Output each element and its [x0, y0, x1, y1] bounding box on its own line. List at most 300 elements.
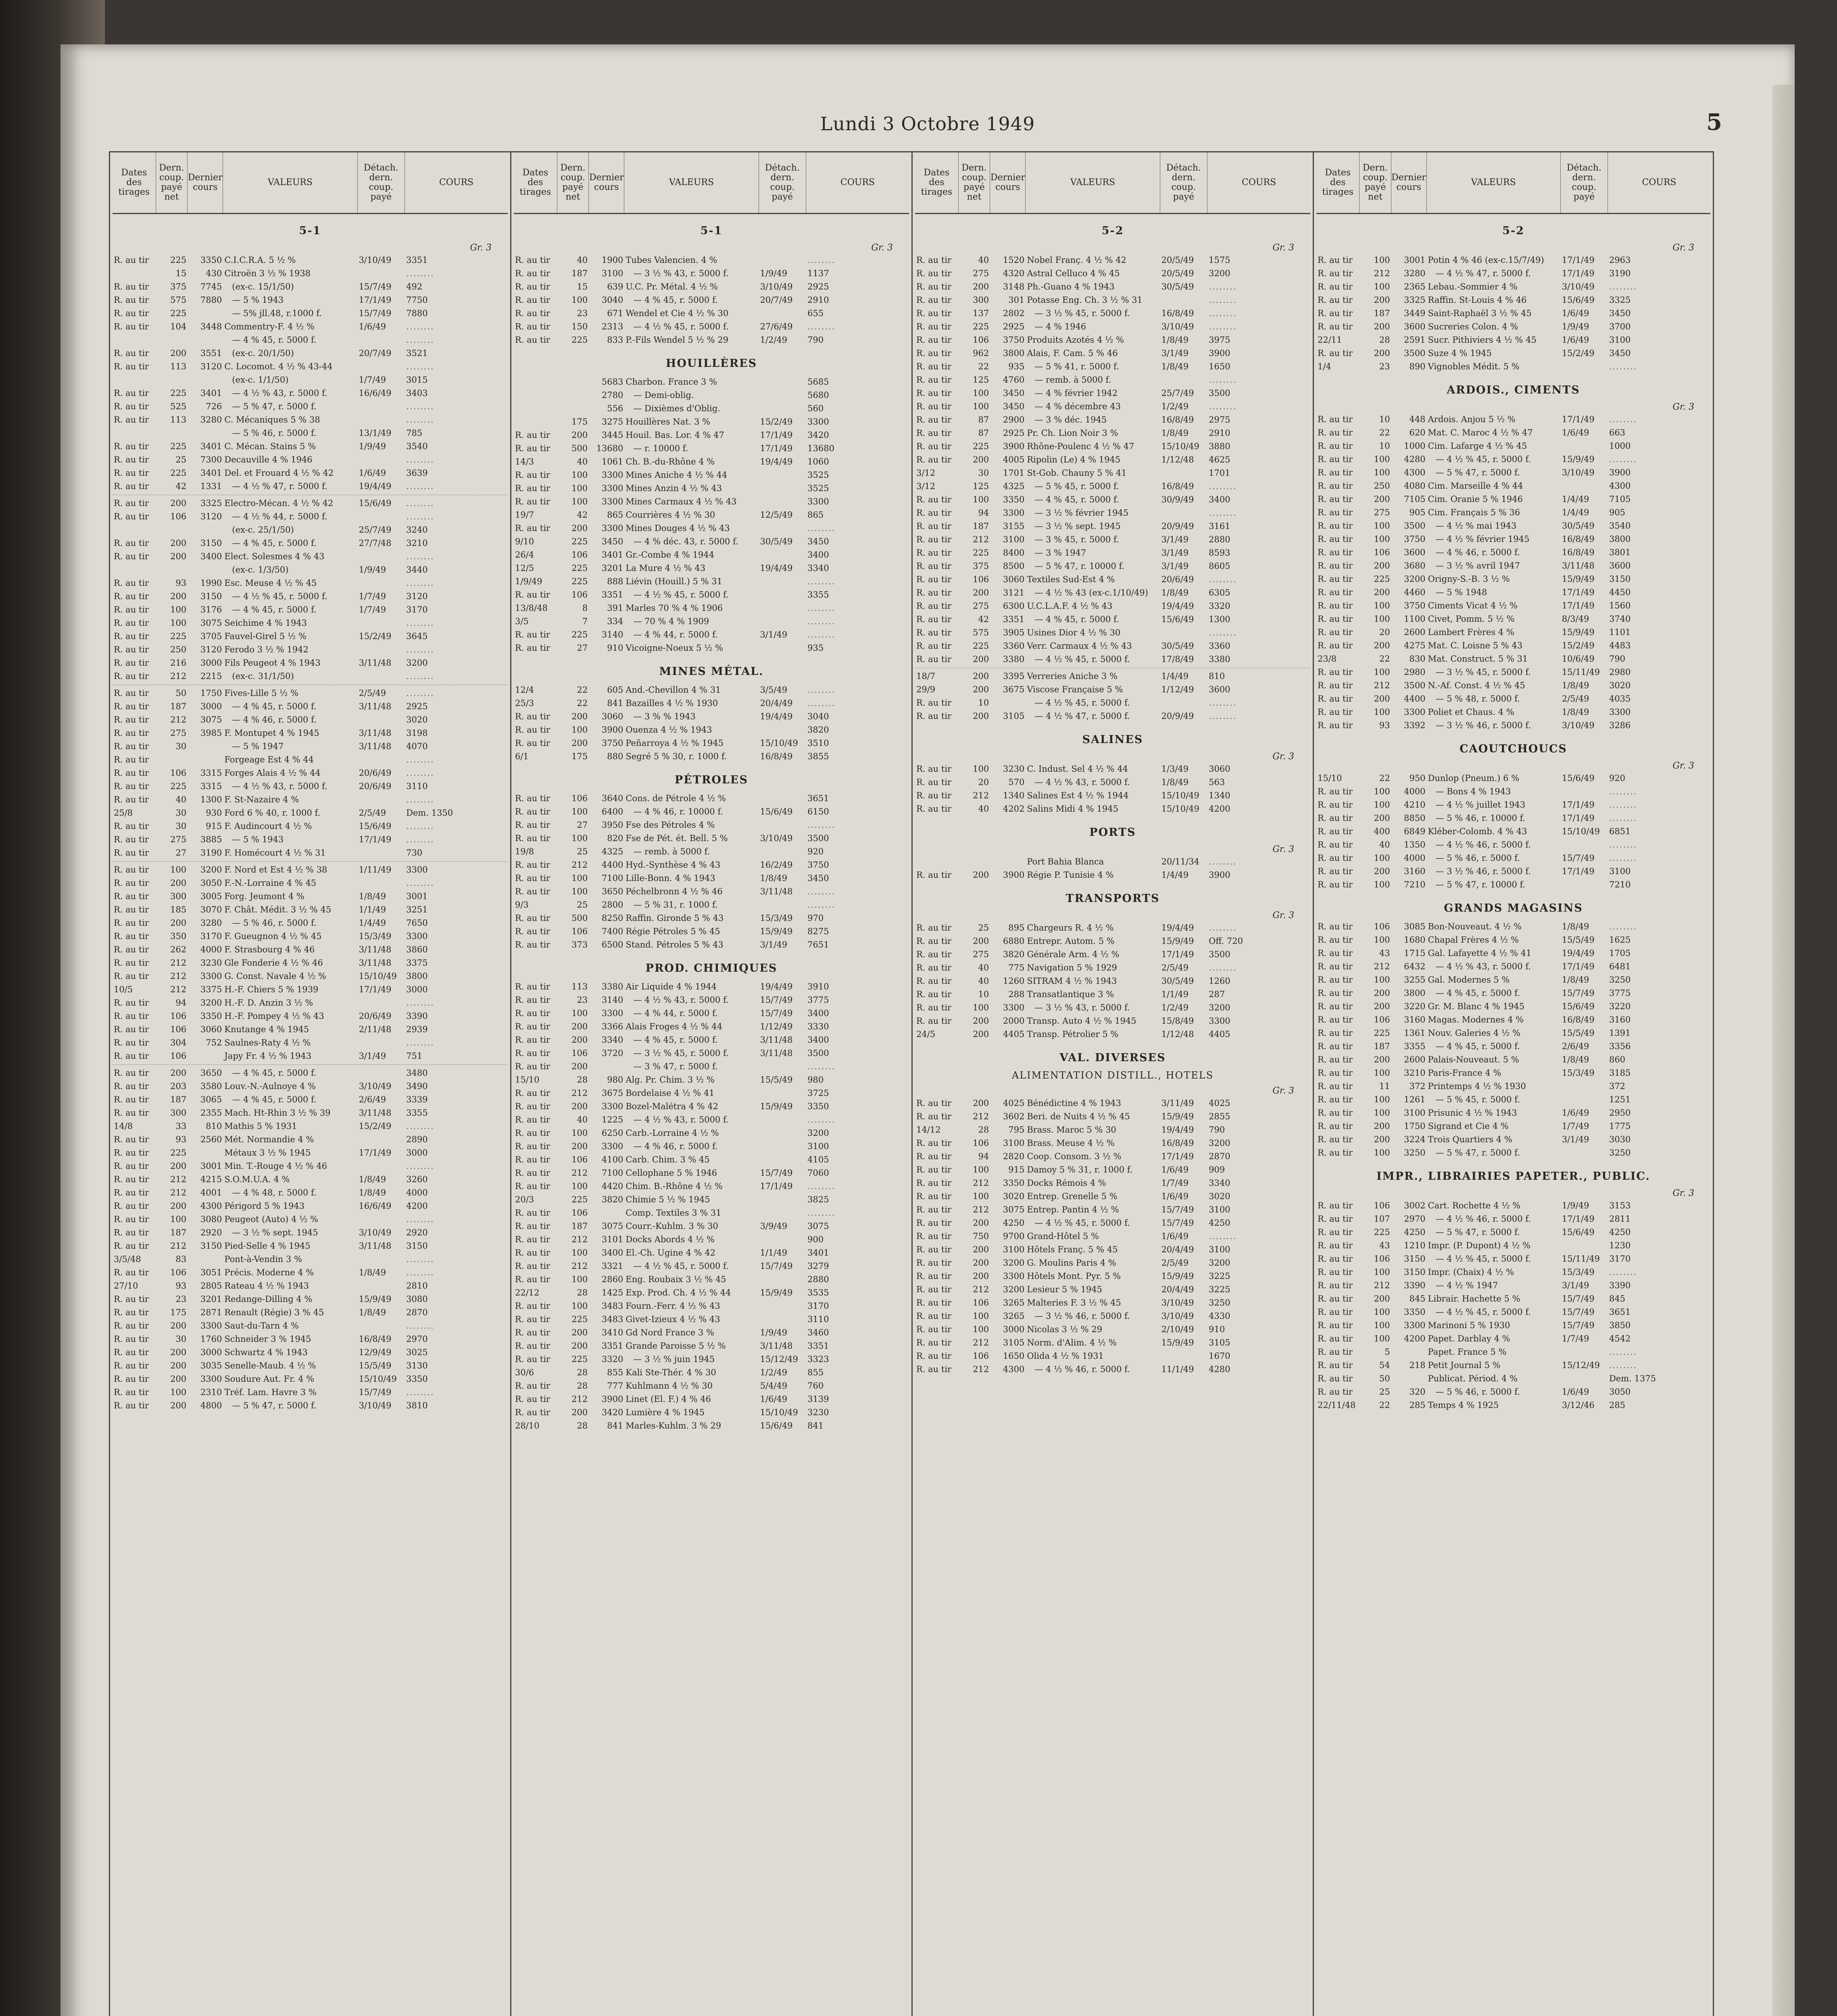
draw-date: 3/5/48 — [114, 1254, 141, 1264]
price: ........ — [807, 900, 836, 910]
last-coupon: 22 — [1379, 773, 1390, 783]
table-row — [915, 347, 1310, 360]
security-name: Verreries Aniche 3 % — [1027, 671, 1118, 681]
last-price: 2871 — [200, 1308, 222, 1317]
security-name: S.O.M.U.A. 4 % — [224, 1175, 290, 1184]
last-price: 3000 — [200, 658, 222, 668]
coupon-date — [358, 1319, 405, 1333]
draw-date: R. au tir — [1318, 641, 1353, 650]
draw-date: R. au tir — [114, 671, 149, 681]
table-row — [514, 508, 909, 522]
table-row — [514, 858, 909, 872]
coupon-date: 16/8/49 — [1161, 308, 1194, 318]
price: 3339 — [406, 1095, 428, 1104]
coupon-date — [759, 615, 807, 628]
price: 3525 — [807, 483, 829, 493]
price: 3460 — [807, 1328, 829, 1337]
price: ........ — [807, 603, 836, 613]
last-price: 3060 — [601, 712, 623, 721]
table-row — [514, 925, 909, 938]
draw-date — [915, 855, 959, 868]
last-coupon: 200 — [1374, 587, 1390, 597]
table-row — [514, 1166, 909, 1180]
price: 4000 — [406, 1188, 428, 1198]
table-row — [514, 602, 909, 615]
security-name: Entrep. Pantin 4 ½ % — [1027, 1205, 1119, 1214]
last-coupon: 212 — [571, 1261, 588, 1271]
price: 909 — [1209, 1165, 1225, 1175]
price: ........ — [406, 481, 434, 491]
table-row — [514, 845, 909, 858]
last-price: 3120 — [200, 512, 222, 521]
security-name: Papet. Darblay 4 % — [1428, 1334, 1510, 1343]
table-row — [915, 935, 1310, 948]
table-row — [514, 980, 909, 993]
table-row — [915, 670, 1310, 683]
price: ........ — [406, 821, 434, 831]
coupon-date: 3/1/49 — [1161, 548, 1189, 558]
last-price: 8400 — [1003, 548, 1025, 558]
table-row — [1316, 347, 1710, 360]
table-row — [1316, 1093, 1710, 1106]
table-row — [514, 280, 909, 294]
last-price: 3275 — [601, 417, 623, 427]
table-row — [514, 615, 909, 628]
last-price: 620 — [1409, 428, 1426, 437]
draw-date: R. au tir — [114, 945, 149, 954]
security-name: Mathis 5 % 1931 — [224, 1121, 297, 1131]
last-coupon: 25 — [577, 900, 588, 910]
draw-date: 25/3 — [515, 698, 534, 708]
last-price: 3640 — [601, 793, 623, 803]
draw-date: R. au tir — [515, 282, 550, 292]
coupon-date — [759, 1140, 807, 1153]
draw-date: R. au tir — [114, 455, 149, 464]
table-row — [113, 1386, 508, 1399]
last-coupon: 100 — [973, 1003, 989, 1012]
security-name: Métaux 3 ½ % 1945 — [224, 1148, 311, 1158]
draw-date — [113, 563, 156, 577]
security-name: Fives-Lille 5 ½ % — [224, 688, 299, 698]
coupon-date: 1/8/49 — [359, 891, 386, 901]
draw-date: R. au tir — [1318, 548, 1353, 557]
coupon-date: 20/5/49 — [1161, 269, 1194, 278]
coupon-date: 1/8/49 — [359, 1175, 386, 1184]
last-price: 1100 — [1404, 614, 1426, 624]
draw-date: R. au tir — [114, 715, 149, 725]
coupon-date: 17/1/49 — [359, 985, 392, 994]
last-coupon: 212 — [1374, 962, 1390, 971]
last-price: 3800 — [1404, 988, 1426, 998]
coupon-date — [358, 400, 405, 413]
table-row — [915, 1014, 1310, 1028]
draw-date: R. au tir — [916, 1298, 952, 1308]
draw-date: 12/4 — [515, 685, 534, 695]
price: 3325 — [1609, 295, 1631, 305]
table-row — [915, 1203, 1310, 1216]
draw-date: R. au tir — [114, 741, 149, 751]
coupon-date: 16/8/49 — [1161, 1138, 1194, 1148]
last-coupon: 27 — [577, 643, 588, 653]
draw-date: R. au tir — [916, 575, 952, 584]
draw-date: R. au tir — [916, 255, 952, 265]
last-price: 5683 — [601, 377, 623, 387]
section-divider — [113, 1064, 508, 1065]
draw-date: R. au tir — [916, 1098, 952, 1108]
last-price: 4400 — [601, 860, 623, 870]
draw-date: R. au tir — [1318, 627, 1353, 637]
price: 3020 — [406, 715, 428, 725]
group-label: Gr. 3 — [1672, 761, 1694, 771]
coupon-date: 1/1/49 — [359, 905, 386, 914]
table-row — [1316, 559, 1710, 573]
table-row — [915, 546, 1310, 560]
security-name: Raffin. Gironde 5 % 43 — [626, 913, 724, 923]
section-heading: IMPR., LIBRAIRIES PAPETER., PUBLIC. — [1376, 1170, 1650, 1183]
table-row — [113, 1066, 508, 1080]
last-price: 3300 — [601, 497, 623, 506]
last-price: 3375 — [200, 985, 222, 994]
column-header-coupon-date: Détach. dern. coup. payé — [1160, 152, 1208, 213]
security-name: Ph.-Guano 4 % 1943 — [1027, 282, 1115, 292]
coupon-date: 17/1/49 — [1562, 414, 1595, 424]
coupon-date: 1/2/49 — [760, 335, 788, 345]
last-coupon: 106 — [571, 1155, 588, 1164]
security-name: Salins Midi 4 % 1945 — [1027, 804, 1118, 814]
security-name: Librair. Hachette 5 % — [1428, 1294, 1520, 1304]
last-coupon: 106 — [571, 1048, 588, 1058]
coupon-date: 15/3/49 — [1562, 1068, 1595, 1078]
security-name: Norm. d'Alim. 4 ½ % — [1027, 1338, 1117, 1347]
price: 3105 — [1209, 1338, 1230, 1347]
security-name: — r. 10000 f. — [633, 444, 688, 453]
draw-date: R. au tir — [515, 1394, 550, 1404]
draw-date: R. au tir — [916, 322, 952, 331]
last-price: 820 — [607, 833, 623, 843]
price: 1060 — [807, 457, 829, 467]
coupon-date: 15/11/49 — [1562, 1254, 1600, 1264]
security-name: — 5 % 48, r. 5000 f. — [1435, 694, 1520, 704]
draw-date — [113, 267, 156, 280]
table-row — [113, 1093, 508, 1106]
table-row — [1316, 878, 1710, 891]
last-coupon: 106 — [170, 1268, 187, 1277]
last-price: 3280 — [200, 415, 222, 425]
last-price: 3360 — [1003, 641, 1025, 651]
last-coupon: 106 — [571, 550, 588, 560]
table-row — [915, 560, 1310, 573]
coupon-date: 3/11/48 — [359, 945, 392, 954]
last-price: 2600 — [1404, 1055, 1426, 1064]
table-column-4 — [1313, 152, 1714, 2016]
security-name: — 5 % 31, r. 1000 f. — [633, 900, 718, 910]
price: 3120 — [406, 591, 428, 601]
coupon-date: 3/10/49 — [1562, 721, 1595, 730]
coupon-date — [358, 333, 405, 347]
security-name: F. Montupet 4 % 1945 — [224, 728, 319, 738]
last-price: 3300 — [1404, 1320, 1426, 1330]
draw-date: R. au tir — [114, 618, 149, 628]
coupon-date: 15/6/49 — [1562, 1002, 1595, 1011]
last-coupon: 212 — [170, 1188, 187, 1198]
coupon-date: 1/8/49 — [1161, 335, 1189, 345]
price: ........ — [1209, 1231, 1237, 1241]
price: 3185 — [1609, 1068, 1631, 1078]
price: 8275 — [807, 927, 829, 936]
draw-date: R. au tir — [1318, 866, 1353, 876]
draw-date: R. au tir — [916, 561, 952, 571]
last-coupon: 575 — [973, 628, 989, 637]
security-name: Fourn.-Ferr. 4 ½ % 43 — [626, 1301, 720, 1311]
security-name: — 5 % 47, r. 10000 f. — [1435, 880, 1526, 889]
price: 3440 — [406, 565, 428, 575]
security-name: Publicat. Périod. 4 % — [1428, 1374, 1518, 1383]
table-row — [113, 440, 508, 453]
coupon-date: 3/11/48 — [359, 1108, 392, 1118]
table-row — [113, 833, 508, 846]
table-row — [514, 792, 909, 805]
coupon-date: 20/4/49 — [1161, 1285, 1194, 1294]
security-name: Papet. France 5 % — [1428, 1347, 1507, 1357]
last-price: 3500 — [1404, 681, 1426, 690]
last-coupon: 212 — [973, 1364, 989, 1374]
last-coupon: 42 — [978, 614, 989, 624]
draw-date: R. au tir — [916, 963, 952, 973]
coupon-date: 15/7/49 — [1562, 988, 1595, 998]
last-coupon: 200 — [1374, 1121, 1390, 1131]
draw-date: R. au tir — [1318, 494, 1353, 504]
coupon-date: 15/2/49 — [1562, 641, 1595, 650]
draw-date: 13/8/48 — [515, 603, 548, 613]
coupon-date — [759, 402, 807, 415]
security-name: Sigrand et Cie 4 % — [1428, 1121, 1509, 1131]
last-coupon: 200 — [973, 671, 989, 681]
last-coupon: 200 — [170, 552, 187, 561]
table-row — [915, 789, 1310, 802]
coupon-date — [1160, 373, 1208, 387]
price: ........ — [1609, 454, 1637, 464]
last-price: 2310 — [200, 1387, 222, 1397]
security-name: Textiles Sud-Est 4 % — [1027, 575, 1115, 584]
draw-date: R. au tir — [515, 807, 550, 816]
table-row — [514, 1419, 909, 1433]
table-row — [514, 1206, 909, 1220]
last-coupon: 200 — [973, 685, 989, 694]
security-name: Sucreries Colon. 4 % — [1428, 322, 1518, 331]
last-price: 3150 — [1404, 1267, 1426, 1277]
security-name: Saut-du-Tarn 4 % — [224, 1321, 299, 1331]
coupon-date: 1/8/49 — [359, 1308, 386, 1317]
coupon-date: 3/10/49 — [1161, 1298, 1194, 1308]
table-row — [1316, 493, 1710, 506]
table-row — [113, 630, 508, 643]
last-coupon: 40 — [577, 255, 588, 265]
last-price: 3500 — [1404, 521, 1426, 531]
table-row — [1316, 1399, 1710, 1412]
last-coupon: 212 — [973, 1178, 989, 1188]
last-coupon: 100 — [973, 1325, 989, 1334]
table-row — [1316, 1292, 1710, 1306]
price: ........ — [1609, 853, 1637, 863]
table-row — [1316, 865, 1710, 878]
security-name: Givet-Izieux 4 ½ % 43 — [626, 1314, 720, 1324]
security-name: — 3 ½ % sept. 1945 — [232, 1228, 318, 1237]
price: 865 — [807, 510, 824, 520]
coupon-date — [759, 602, 807, 615]
draw-date: R. au tir — [1318, 1028, 1353, 1038]
table-column-2 — [510, 152, 911, 2016]
table-row — [915, 988, 1310, 1001]
last-coupon: 375 — [170, 282, 187, 292]
price: 3220 — [1609, 1002, 1631, 1011]
last-coupon: 275 — [170, 728, 187, 738]
security-name: Malteries F. 3 ½ % 45 — [1027, 1298, 1121, 1308]
table-row — [915, 1363, 1310, 1376]
security-name: — 5 % 47, r. 5000 f. — [1435, 1227, 1520, 1237]
coupon-date: 1/8/49 — [1161, 588, 1189, 598]
price: 3100 — [1609, 866, 1631, 876]
last-price: 3080 — [200, 1214, 222, 1224]
price: ........ — [1209, 575, 1237, 584]
draw-date: R. au tir — [114, 1148, 149, 1158]
price: ........ — [406, 1038, 434, 1048]
security-name: Gd Nord France 3 % — [626, 1328, 714, 1337]
last-price: 3140 — [601, 630, 623, 639]
security-name: Air Liquide 4 % 1944 — [626, 982, 717, 991]
section-heading: PROD. CHIMIQUES — [645, 962, 778, 975]
last-price: 3148 — [1003, 282, 1025, 292]
coupon-date: 1/8/49 — [1161, 777, 1189, 787]
price: 285 — [1609, 1400, 1626, 1410]
price: ........ — [1209, 322, 1237, 331]
coupon-date: 3/1/49 — [1562, 1281, 1589, 1290]
last-coupon: 200 — [571, 1328, 588, 1337]
price: ........ — [1209, 402, 1237, 411]
price: 3450 — [807, 537, 829, 546]
last-price: 841 — [607, 1421, 623, 1431]
security-name: Stand. Pétroles 5 % 43 — [626, 940, 724, 950]
last-price — [188, 740, 223, 753]
last-price: 4405 — [1003, 1029, 1025, 1039]
price: 920 — [1609, 773, 1626, 783]
security-name: Pont-à-Vendin 3 % — [224, 1254, 302, 1264]
security-name: Cellophane 5 % 1946 — [626, 1168, 717, 1178]
coupon-date: 15/9/49 — [1562, 574, 1595, 584]
last-price: 3155 — [1003, 521, 1025, 531]
security-name: — 4 % 45, r. 5000 f. — [1435, 988, 1520, 998]
coupon-date — [358, 643, 405, 656]
security-name: — 4 % 44, r. 5000 f. — [633, 1008, 718, 1018]
draw-date: 6/1 — [515, 752, 529, 761]
coupon-date — [358, 577, 405, 590]
price: 3025 — [406, 1347, 428, 1357]
price: 3200 — [1209, 1138, 1230, 1148]
last-price: 4800 — [200, 1401, 222, 1410]
column-header-last-coupon: Dern. coup. payé net — [557, 152, 589, 213]
draw-date: R. au tir — [114, 442, 149, 451]
coupon-date: 25/7/49 — [359, 525, 392, 535]
security-name: — 5 % 1947 — [232, 741, 284, 751]
coupon-date: 3/11/48 — [359, 702, 392, 711]
last-price: 3705 — [200, 631, 222, 641]
table-row — [113, 793, 508, 806]
draw-date: R. au tir — [114, 768, 149, 778]
table-row — [915, 948, 1310, 961]
last-coupon: 200 — [1374, 348, 1390, 358]
last-price: 6849 — [1404, 827, 1426, 836]
last-price: 1340 — [1003, 791, 1025, 800]
draw-date: R. au tir — [1318, 787, 1353, 796]
last-price: 3051 — [200, 1268, 222, 1277]
last-coupon: 200 — [973, 1271, 989, 1281]
last-coupon: 28 — [577, 1381, 588, 1391]
price: 2910 — [1209, 428, 1230, 438]
coupon-date: 19/4/49 — [1161, 601, 1194, 611]
draw-date: R. au tir — [515, 982, 550, 991]
last-coupon: 30 — [978, 468, 989, 478]
draw-date: R. au tir — [114, 481, 149, 491]
coupon-date: 1/6/49 — [760, 1394, 788, 1404]
security-name: — 4 ½ % juillet 1943 — [1435, 800, 1526, 810]
security-name: — 4 % 44, r. 5000 f. — [633, 630, 718, 639]
security-name: Vicoigne-Noeux 5 ½ % — [626, 643, 724, 653]
coupon-date: 17/1/49 — [1562, 269, 1595, 278]
draw-date: R. au tir — [515, 793, 550, 803]
table-row — [1316, 1080, 1710, 1093]
coupon-date: 1/1/49 — [1161, 989, 1189, 999]
table-row — [514, 993, 909, 1007]
table-column-1 — [109, 152, 510, 2016]
table-row — [113, 1279, 508, 1293]
price: 1701 — [1209, 468, 1230, 478]
table-row — [514, 254, 909, 267]
newspaper-page — [60, 44, 1795, 2016]
price: 3100 — [1209, 1205, 1230, 1214]
table-row — [915, 1310, 1310, 1323]
security-name: Transatlantique 3 % — [1027, 989, 1114, 999]
table-row — [915, 1296, 1310, 1310]
table-row — [915, 868, 1310, 882]
security-name: Gr.-Combe 4 % 1944 — [626, 550, 714, 560]
security-name: Rateau 4 ½ % 1943 — [224, 1281, 309, 1291]
security-name: — 4 ½ % mai 1943 — [1435, 521, 1517, 531]
last-coupon: 100 — [1374, 853, 1390, 863]
last-coupon: 40 — [577, 1115, 588, 1125]
price: 3825 — [807, 1195, 829, 1204]
security-name: Rhône-Poulenc 4 ½ % 47 — [1027, 442, 1134, 451]
coupon-date: 15/7/49 — [1562, 1320, 1595, 1330]
table-row — [1316, 666, 1710, 679]
coupon-date: 1/3/49 — [1161, 764, 1189, 774]
coupon-date — [358, 360, 405, 373]
price: ........ — [406, 671, 434, 681]
coupon-date: 17/1/49 — [1562, 866, 1595, 876]
security-name: Lille-Bonn. 4 % 1943 — [626, 873, 715, 883]
last-coupon: 15 — [577, 282, 588, 292]
last-price: 3160 — [1404, 866, 1426, 876]
security-name: Cart. Rochette 4 ½ % — [1428, 1201, 1521, 1210]
last-coupon: 100 — [571, 887, 588, 896]
coupon-date: 15/8/49 — [1161, 1016, 1194, 1026]
draw-date — [113, 333, 156, 347]
last-coupon: 200 — [973, 1016, 989, 1026]
security-name: — 5 % 47, r. 10000 f. — [1034, 561, 1125, 571]
coupon-date: 17/1/49 — [1161, 950, 1194, 959]
security-name: (ex-c. 31/1/50) — [232, 671, 294, 681]
table-row — [514, 1233, 909, 1246]
last-coupon: 225 — [1374, 1028, 1390, 1038]
security-name: — 4 % 45, r. 5000 f. — [232, 605, 317, 614]
